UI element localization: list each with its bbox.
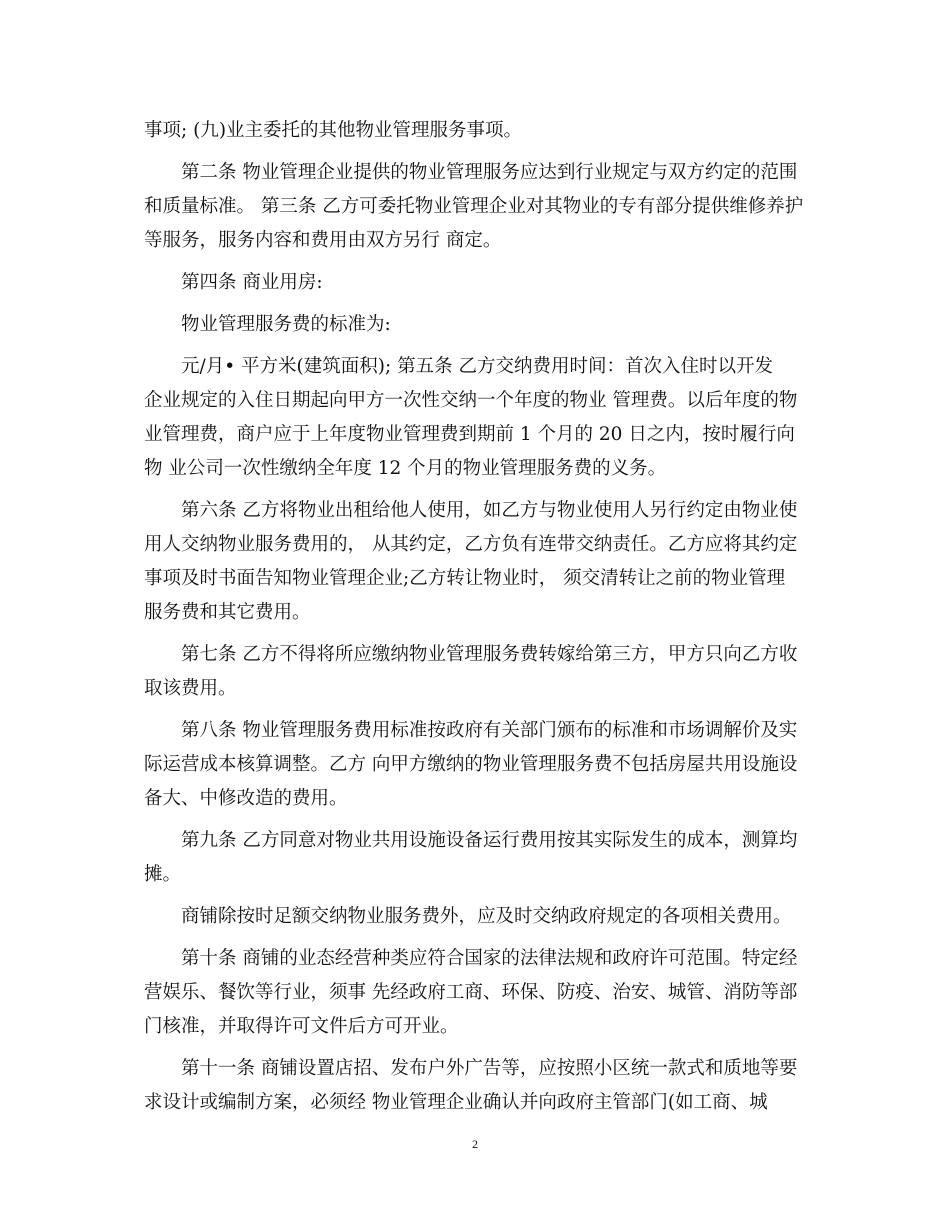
paragraph-gap [144,892,808,900]
text-line: 服务费和其它费用。 [144,602,311,623]
text-line: 事项; (九)业主委托的其他物业管理服务事项。 [144,120,523,141]
text-line: 第四条 商业用房: [144,272,323,293]
paragraph-gap [144,300,808,308]
document-body [144,114,808,1120]
paragraph [144,714,808,816]
paragraph-gap [144,934,808,942]
text-line: 物 业公司一次性缴纳全年度 12 个月的物业管理服务费的义务。 [144,458,667,479]
paragraph [144,824,808,892]
text-line: 商铺除按时足额交纳物业服务费外，应及时交纳政府规定的各项相关费用。 [144,906,792,927]
text-line: 取该费用。 [144,678,237,699]
text-line: 用人交纳物业服务费用的， 从其约定，乙方负有连带交纳责任。乙方应将其约定 [144,534,798,555]
paragraph [144,1052,808,1120]
paragraph-gap [144,1044,808,1052]
text-line: 第七条 乙方不得将所应缴纳物业管理服务费转嫁给第三方，甲方只向乙方收 [144,644,798,665]
paragraph-gap [144,342,808,350]
text-line: 第六条 乙方将物业出租给他人使用，如乙方与物业使用人另行约定由物业使 [144,500,798,521]
text-line: 际运营成本核算调整。乙方 向甲方缴纳的物业管理服务费不包括房屋共用设施设 [144,754,798,775]
paragraph-gap [144,706,808,714]
text-line: 求设计或编制方案，必须经 物业管理企业确认并向政府主管部门(如工商、城 [144,1092,768,1113]
text-line: 物业管理服务费的标准为: [144,314,391,335]
text-line: 元/月• 平方米(建筑面积); 第五条 乙方交纳费用时间：首次入住时以开发 [144,356,773,377]
text-line: 第十一条 商铺设置店招、发布户外广告等，应按照小区统一款式和质地等要 [144,1058,798,1079]
paragraph [144,350,808,486]
text-line: 营娱乐、餐饮等行业，须事 先经政府工商、环保、防疫、治安、城管、消防等部 [144,982,798,1003]
text-line: 和质量标准。 第三条 乙方可委托物业管理企业对其物业的专有部分提供维修养护 [144,196,804,217]
text-line: 企业规定的入住日期起向甲方一次性交纳一个年度的物业 管理费。以后年度的物 [144,390,798,411]
text-line: 等服务，服务内容和费用由双方另行 商定。 [144,230,502,251]
paragraph-gap [144,486,808,494]
paragraph [144,114,808,148]
paragraph-gap [144,816,808,824]
text-line: 第八条 物业管理服务费用标准按政府有关部门颁布的标准和市场调解价及实 [144,720,798,741]
text-line: 业管理费，商户应于上年度物业管理费到期前 1 个月的 20 日之内，按时履行向 [144,424,795,445]
paragraph [144,266,808,300]
text-line: 门核准，并取得许可文件后方可开业。 [144,1016,459,1037]
paragraph [144,942,808,1044]
paragraph-gap [144,258,808,266]
text-line: 第九条 乙方同意对物业共用设施设备运行费用按其实际发生的成本，测算均 [144,830,798,851]
paragraph [144,900,808,934]
paragraph-gap [144,630,808,638]
text-line: 事项及时书面告知物业管理企业;乙方转让物业时， 须交清转让之前的物业管理 [144,568,786,589]
paragraph [144,638,808,706]
paragraph [144,494,808,630]
paragraph [144,308,808,342]
paragraph-gap [144,148,808,156]
text-line: 摊。 [144,864,182,885]
text-line: 第二条 物业管理企业提供的物业管理服务应达到行业规定与双方约定的范围 [144,162,798,183]
text-line: 第十条 商铺的业态经营种类应符合国家的法律法规和政府许可范围。特定经 [144,948,798,969]
page-number: 2 [472,1137,478,1151]
paragraph [144,156,808,258]
text-line: 备大、中修改造的费用。 [144,788,348,809]
